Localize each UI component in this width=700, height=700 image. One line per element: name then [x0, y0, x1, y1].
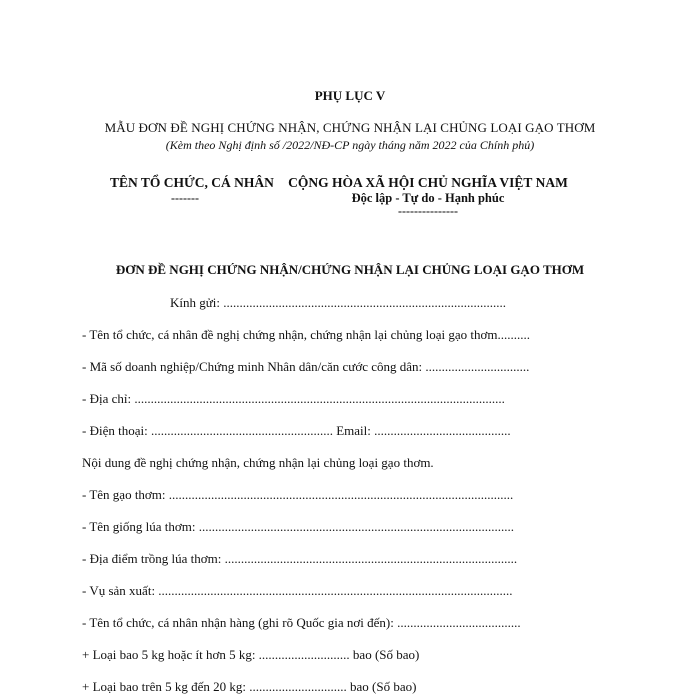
crop-season-field: - Vụ sản xuất: ............................................................................................................. — [82, 583, 513, 598]
rice-variety-field: - Tên giống lúa thơm: ................................................................................................. — [82, 519, 515, 534]
phone-email-field: - Điện thoại: ........................................................ Email: .......................................... — [82, 423, 511, 438]
appendix-title: PHỤ LỤC V — [314, 88, 386, 103]
recipient-line: Kính gửi: ....................................................................................... — [170, 295, 507, 310]
rice-name-field: - Tên gạo thơm: .......................................................................................................... — [82, 487, 514, 502]
receiver-field: - Tên tổ chức, cá nhân nhận hàng (ghi rõ Quốc gia nơi đến): ...................................... — [82, 615, 521, 630]
organization-name: TÊN TỔ CHỨC, CÁ NHÂN — [110, 175, 274, 190]
organization-name-field: - Tên tổ chức, cá nhân đề nghị chứng nhận, chứng nhận lại chủng loại gạo thơm.......... — [82, 327, 530, 342]
decree-reference: (Kèm theo Nghị định số /2022/NĐ-CP ngày tháng năm 2022 của Chính phủ) — [165, 138, 535, 152]
form-title: MẪU ĐƠN ĐỀ NGHỊ CHỨNG NHẬN, CHỨNG NHẬN LẠI CHỦNG LOẠI GẠO THƠM — [104, 120, 596, 135]
nation-divider: --------------- — [398, 204, 458, 218]
application-heading: ĐƠN ĐỀ NGHỊ CHỨNG NHẬN/CHỨNG NHẬN LẠI CHỦNG LOẠI GẠO THƠM — [115, 262, 585, 277]
address-field: - Địa chỉ: .................................................................................................................. — [82, 391, 505, 406]
organization-divider: ------- — [171, 191, 199, 205]
national-header — [272, 175, 584, 216]
nation-motto: Độc lập - Tự do - Hạnh phúc — [351, 191, 505, 205]
planting-location-field: - Địa điểm trồng lúa thơm: .......................................................................................... — [82, 551, 518, 566]
nation-name: CỘNG HÒA XÃ HỘI CHỦ NGHĨA VIỆT NAM — [288, 175, 568, 190]
organization-header — [110, 175, 274, 206]
bag-5kg-field: + Loại bao 5 kg hoặc ít hơn 5 kg: ............................ bao (Số bao) — [82, 647, 420, 662]
content-intro: Nội dung đề nghị chứng nhận, chứng nhận lại chủng loại gạo thơm. — [82, 455, 434, 470]
bag-20kg-field: + Loại bao trên 5 kg đến 20 kg: .............................. bao (Số bao) — [82, 679, 417, 694]
id-number-field: - Mã số doanh nghiệp/Chứng minh Nhân dân/căn cước công dân: ................................ — [82, 359, 530, 374]
